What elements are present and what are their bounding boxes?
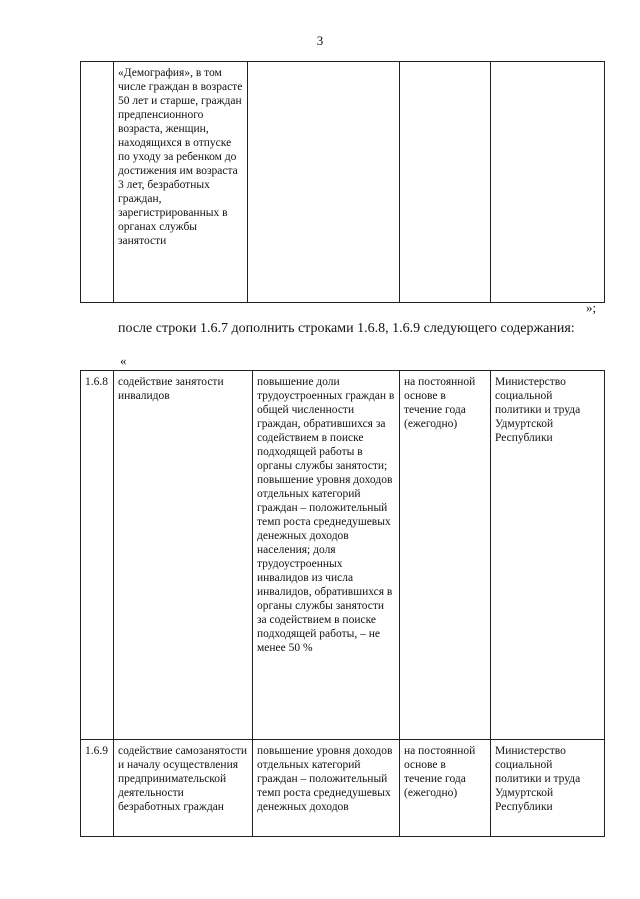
row-result: повышение доли трудоустроенных граждан в общей численности граждан, обратившихся за содействием в поиске подходящей работы в органы службы занятости; повышение уровня доходов отдельных категорий граждан – положительный темп роста среднедушевых денежных доходов населения; доля трудоустроенных инвалидов из числа инвалидов, обратившихся в органы службы занятости за содействием в поиске подходящей работы, – не менее 50 % <box>253 371 400 740</box>
cell-executor <box>491 62 605 303</box>
new-rows-table <box>80 370 605 837</box>
page-number: 3 <box>316 33 324 48</box>
table-row <box>81 371 605 740</box>
cell-result <box>248 62 400 303</box>
row-term: на постоянной основе в течение года (ежегодно) <box>400 371 491 740</box>
table-row <box>81 740 605 837</box>
row-measure: содействие самозанятости и началу осуществления предпринимательской деятельности безработных граждан <box>114 740 253 837</box>
end-quote: »; <box>586 300 597 315</box>
row-term: на постоянной основе в течение года (ежегодно) <box>400 740 491 837</box>
row-number: 1.6.8 <box>81 371 114 740</box>
amendment-paragraph: после строки 1.6.7 дополнить строками 1.6.8, 1.6.9 следующего содержания: <box>118 321 575 336</box>
continued-table <box>80 61 605 303</box>
continued-row <box>81 62 605 303</box>
cell-measure: «Демография», в том числе граждан в возрасте 50 лет и старше, граждан предпенсионного возраста, женщин, находящихся в отпуске по уходу за ребенком до достижения им возраста 3 лет, безработных граждан, зарегистрированных в органах службы занятости <box>114 62 248 303</box>
row-number: 1.6.9 <box>81 740 114 837</box>
row-executor: Министерство социальной политики и труда Удмуртской Республики <box>491 740 605 837</box>
open-quote: « <box>120 353 127 368</box>
row-executor: Министерство социальной политики и труда Удмуртской Республики <box>491 371 605 740</box>
cell-num <box>81 62 114 303</box>
cell-term <box>400 62 491 303</box>
row-result: повышение уровня доходов отдельных категорий граждан – положительный темп роста среднедушевых денежных доходов <box>253 740 400 837</box>
row-measure: содействие занятости инвалидов <box>114 371 253 740</box>
